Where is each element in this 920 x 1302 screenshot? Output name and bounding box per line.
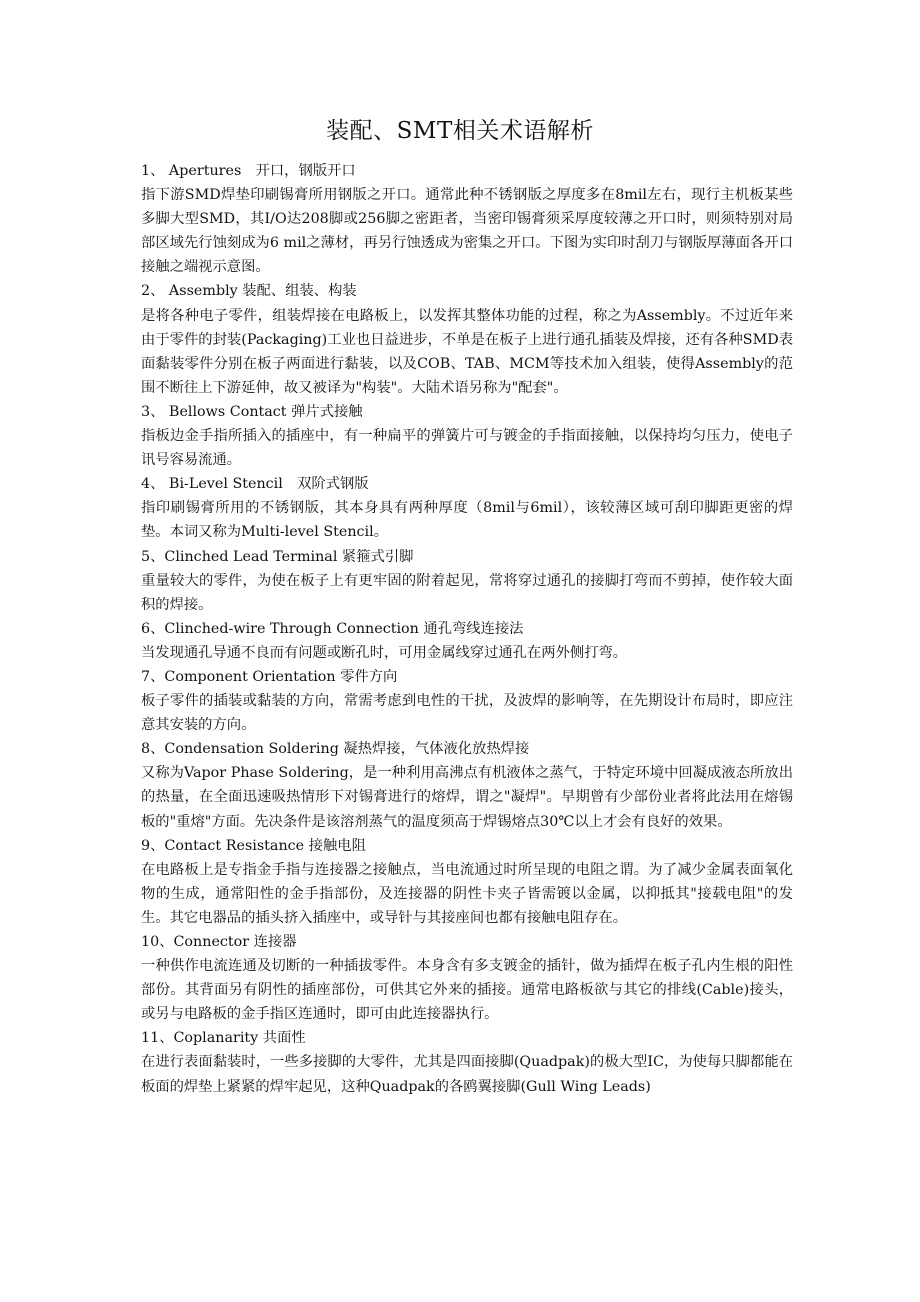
entry-body: 当发现通孔导通不良而有问题或断孔时，可用金属线穿过通孔在两外侧打弯。	[141, 644, 628, 661]
glossary-entry	[141, 1026, 793, 1098]
entry-body: 板子零件的插装或黏装的方向，常需考虑到电性的干扰，及波焊的影响等，在先期设计布局时，即应注意其安装的方向。	[141, 693, 793, 734]
entry-heading: 2、 Assembly 装配、组装、构装	[141, 283, 357, 300]
entry-body: 在进行表面黏装时，一些多接脚的大零件，尤其是四面接脚(Quadpak)的极大型IC，为使每只脚都能在板面的焊垫上紧紧的焊牢起见，这种Quadpak的各鸥翼接脚(Gull Wing Leads)	[141, 1054, 793, 1095]
glossary-entry	[141, 159, 793, 279]
glossary-entry	[141, 665, 793, 737]
entry-heading: 5、Clinched Lead Terminal 紧箍式引脚	[141, 548, 414, 565]
entry-body: 指下游SMD焊垫印刷锡膏所用钢版之开口。通常此种不锈钢版之厚度多在8mil左右，现行主机板某些多脚大型SMD，其I/O达208脚或256脚之密距者，当密印锡膏须采厚度较薄之开口时，则须特别对局部区域先行蚀刻成为6 mil之薄材，再另行蚀透成为密集之开口。下图为实印时刮刀与钢版厚薄面各开口接触之端视示意图。	[141, 187, 793, 276]
entry-heading: 3、 Bellows Contact 弹片式接触	[141, 403, 363, 420]
entry-heading: 6、Clinched-wire Through Connection 通孔弯线连接法	[141, 620, 524, 637]
entry-heading: 4、 Bi-Level Stencil 双阶式钢版	[141, 476, 369, 493]
entry-heading: 11、Coplanarity 共面性	[141, 1030, 306, 1047]
entry-heading: 9、Contact Resistance 接触电阻	[141, 837, 366, 854]
entry-heading: 8、Condensation Soldering 凝热焊接，气体液化放热焊接	[141, 741, 530, 758]
glossary-entry	[141, 834, 793, 930]
glossary-entry	[141, 400, 793, 472]
entry-heading: 1、 Apertures 开口，钢版开口	[141, 163, 356, 179]
glossary-entry	[141, 930, 793, 1026]
entry-body: 在电路板上是专指金手指与连接器之接触点，当电流通过时所呈现的电阻之谓。为了减少金属表面氧化物的生成，通常阳性的金手指部份，及连接器的阴性卡夹子皆需镀以金属，以抑抵其"接载电阻"的发生。其它电器品的插头挤入插座中，或导针与其接座间也都有接触电阻存在。	[141, 861, 793, 926]
glossary-entry	[141, 279, 793, 399]
glossary-entry	[141, 617, 793, 665]
entry-body: 又称为Vapor Phase Soldering，是一种利用高沸点有机液体之蒸气，于特定环境中回凝成液态所放出的热量，在全面迅速吸热情形下对锡膏进行的熔焊，谓之"凝焊"。早期曾有少部份业者将此法用在熔锡板的"重熔"方面。先决条件是该溶剂蒸气的温度须高于焊锡熔点30℃以上才会有良好的效果。	[141, 765, 793, 830]
entry-body: 重量较大的零件，为使在板子上有更牢固的附着起见，常将穿过通孔的接脚打弯而不剪掉，使作较大面积的焊接。	[141, 572, 793, 613]
glossary-entry	[141, 737, 793, 833]
entry-heading: 10、Connector 连接器	[141, 934, 297, 950]
glossary-entry	[141, 545, 793, 617]
glossary-content	[141, 159, 793, 1099]
entry-body: 指印刷锡膏所用的不锈钢版，其本身具有两种厚度（8mil与6mil），该较薄区域可刮印脚距更密的焊垫。本词又称为Multi-level Stencil。	[141, 500, 793, 541]
page-title: 装配、SMT相关术语解析	[326, 118, 594, 144]
entry-body: 是将各种电子零件，组装焊接在电路板上，以发挥其整体功能的过程，称之为Assembly。不过近年来由于零件的封装(Packaging)工业也日益进步，不单是在板子上进行通孔插装及焊接，还有各种SMD表面黏装零件分别在板子两面进行黏装，以及COB、TAB、MCM等技术加入组装，使得Assembly的范围不断往上下游延伸，故又被译为"构装"。大陆术语另称为"配套"。	[141, 307, 793, 396]
glossary-entry	[141, 472, 793, 544]
entry-body: 一种供作电流连通及切断的一种插拔零件。本身含有多支镀金的插针，做为插焊在板子孔内生根的阳性部份。其背面另有阴性的插座部份，可供其它外来的插接。通常电路板欲与其它的排线(Cable)接头，或另与电路板的金手指区连通时，即可由此连接器执行。	[141, 958, 793, 1023]
entry-heading: 7、Component Orientation 零件方向	[141, 668, 398, 685]
entry-body: 指板边金手指所插入的插座中，有一种扁平的弹簧片可与镀金的手指面接触，以保持均匀压力，使电子讯号容易流通。	[141, 428, 793, 469]
